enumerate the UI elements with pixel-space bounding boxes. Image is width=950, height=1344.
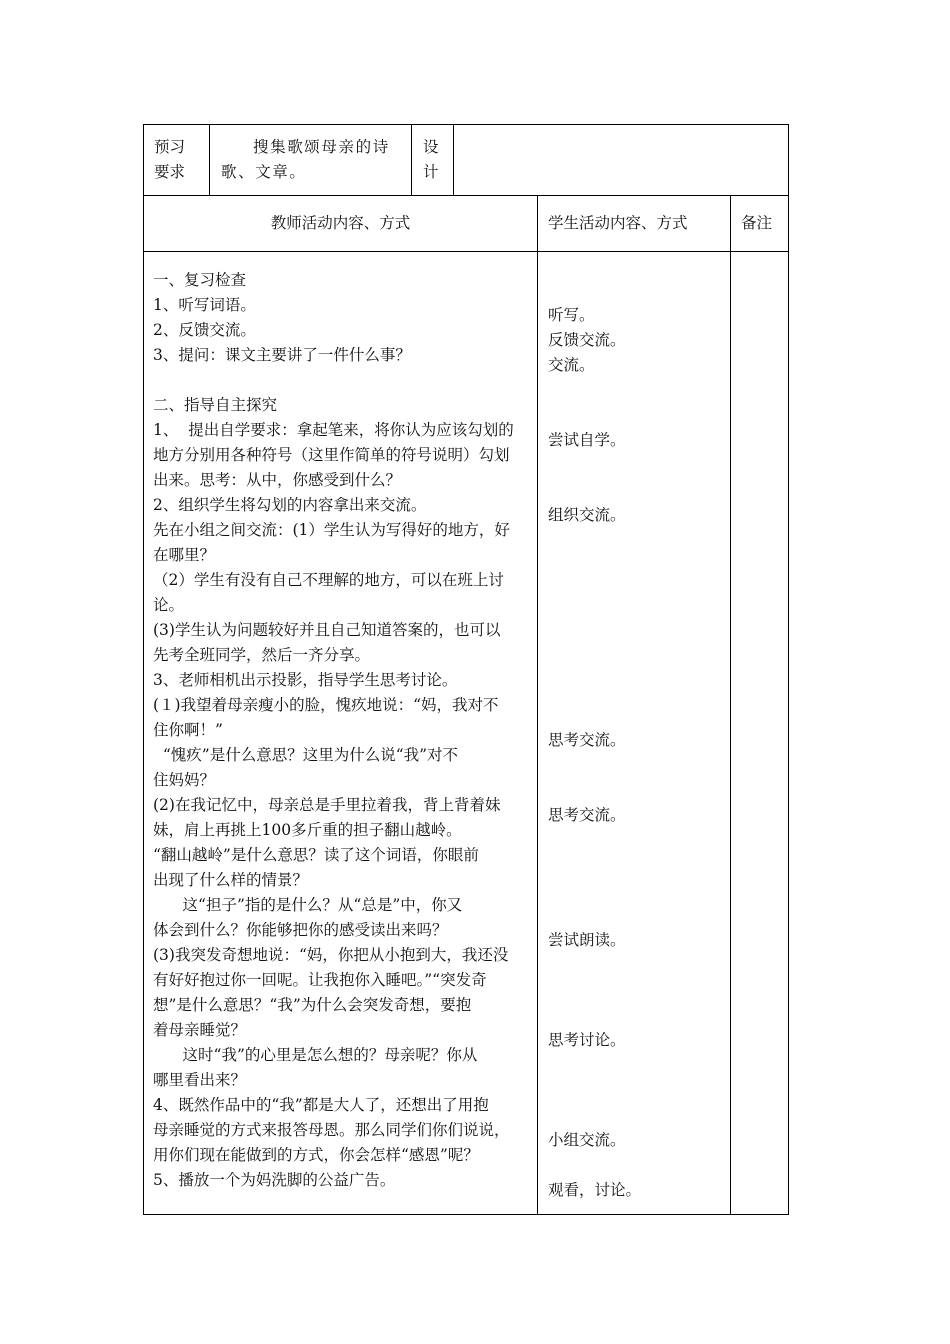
student-activity-content: [548, 268, 726, 1199]
teacher-line: 2、反馈交流。: [153, 321, 256, 339]
student-activity-item: 思考讨论。: [548, 1031, 626, 1049]
prep-requirement-label: 预习 要求: [154, 138, 186, 181]
student-activity-item: 观看，讨论。: [548, 1181, 642, 1199]
student-activity-item: 交流。: [548, 356, 595, 374]
table-border-bottom: [143, 1214, 789, 1215]
teacher-line: 2、组织学生将勾划的内容拿出来交流。: [153, 496, 427, 514]
student-activity-item: 思考交流。: [548, 731, 626, 749]
design-label: 设 计: [423, 138, 439, 181]
teacher-line: 住妈妈？: [153, 771, 216, 789]
teacher-line: (3)学生认为问题较好并且自己知道答案的，也可以: [153, 621, 501, 639]
table-border-right: [788, 124, 789, 1215]
teacher-line: 住你啊！”: [153, 721, 223, 739]
header-divider-2: [411, 124, 412, 195]
teacher-line: 着母亲睡觉？: [153, 1021, 247, 1039]
teacher-line: “愧疚”是什么意思？这里为什么说“我”对不: [153, 746, 459, 764]
prep-requirement-value: 搜集歌颂母亲的诗 歌、文章。: [221, 138, 390, 181]
teacher-line: 4、既然作品中的“我”都是大人了，还想出了用抱: [153, 1096, 489, 1114]
teacher-line: 出现了什么样的情景？: [153, 871, 309, 889]
teacher-line: （2）学生有没有自己不理解的地方，可以在班上讨: [153, 571, 504, 589]
teacher-line: 哪里看出来？: [153, 1071, 247, 1089]
teacher-line: 出来。思考：从中，你感受到什么？: [153, 471, 402, 489]
teacher-line: 先考全班同学，然后一齐分享。: [153, 646, 371, 664]
table-border-top: [143, 124, 789, 125]
table-border-columns-bottom: [143, 251, 789, 252]
teacher-line: (2)在我记忆中，母亲总是手里拉着我，背上背着妹: [153, 796, 501, 814]
teacher-line: 体会到什么？你能够把你的感受读出来吗？: [153, 921, 448, 939]
teacher-line: 一、复习检查: [153, 271, 247, 289]
teacher-line: 3、提问：课文主要讲了一件什么事？: [153, 346, 411, 364]
student-activity-item: 尝试朗读。: [548, 931, 626, 949]
teacher-line: 这时“我”的心里是怎么想的？母亲呢？你从: [153, 1046, 478, 1064]
column-header-teacher: 教师活动内容、方式: [270, 214, 411, 232]
column-divider-student: [537, 195, 538, 1215]
column-header-student: 学生活动内容、方式: [548, 214, 688, 232]
teacher-line: 妹，肩上再挑上100多斤重的担子翻山越岭。: [153, 821, 462, 839]
student-activity-item: 听写。: [548, 306, 595, 324]
header-divider-3: [453, 124, 454, 195]
table-border-header-bottom: [143, 195, 789, 196]
column-header-notes: 备注: [741, 214, 773, 232]
student-activity-item: 小组交流。: [548, 1131, 626, 1149]
student-activity-item: 反馈交流。: [548, 331, 626, 349]
teacher-line: 母亲睡觉的方式来报答母恩。那么同学们你们说说，: [153, 1121, 510, 1139]
teacher-line: 1、 提出自学要求：拿起笔来，将你认为应该勾划的: [153, 421, 514, 439]
teacher-line: (3)我突发奇想地说：“妈，你把从小抱到大，我还没: [153, 946, 509, 964]
student-activity-item: 思考交流。: [548, 806, 626, 824]
teacher-line: 用你们现在能做到的方式，你会怎样“感恩”呢？: [153, 1146, 479, 1164]
student-activity-item: 尝试自学。: [548, 431, 626, 449]
teacher-line: 先在小组之间交流：(1）学生认为写得好的地方，好: [153, 521, 510, 539]
table-border-left: [143, 124, 144, 1215]
teacher-activity-content: [153, 268, 533, 1193]
teacher-line: 想”是什么意思？“我”为什么会突发奇想，要抱: [153, 996, 472, 1014]
teacher-line: 地方分别用各种符号（这里作简单的符号说明）勾划: [153, 446, 510, 464]
teacher-line: 二、指导自主探究: [153, 396, 278, 414]
teacher-line: 论。: [153, 596, 185, 614]
header-divider-1: [209, 124, 210, 195]
student-activity-item: 组织交流。: [548, 506, 626, 524]
teacher-line: (１)我望着母亲瘦小的脸，愧疚地说：“妈，我对不: [153, 696, 499, 714]
teacher-line: 3、老师相机出示投影，指导学生思考讨论。: [153, 671, 458, 689]
teacher-line: 有好好抱过你一回呢。让我抱你入睡吧。”“突发奇: [153, 971, 487, 989]
teacher-line: 5、播放一个为妈洗脚的公益广告。: [153, 1171, 396, 1189]
column-divider-notes: [730, 195, 731, 1215]
teacher-line: [153, 368, 533, 393]
teacher-line: 1、听写词语。: [153, 296, 256, 314]
teacher-line: “翻山越岭”是什么意思？读了这个词语，你眼前: [153, 846, 479, 864]
teacher-line: 这“担子”指的是什么？从“总是”中，你又: [153, 896, 463, 914]
teacher-line: 在哪里？: [153, 546, 216, 564]
